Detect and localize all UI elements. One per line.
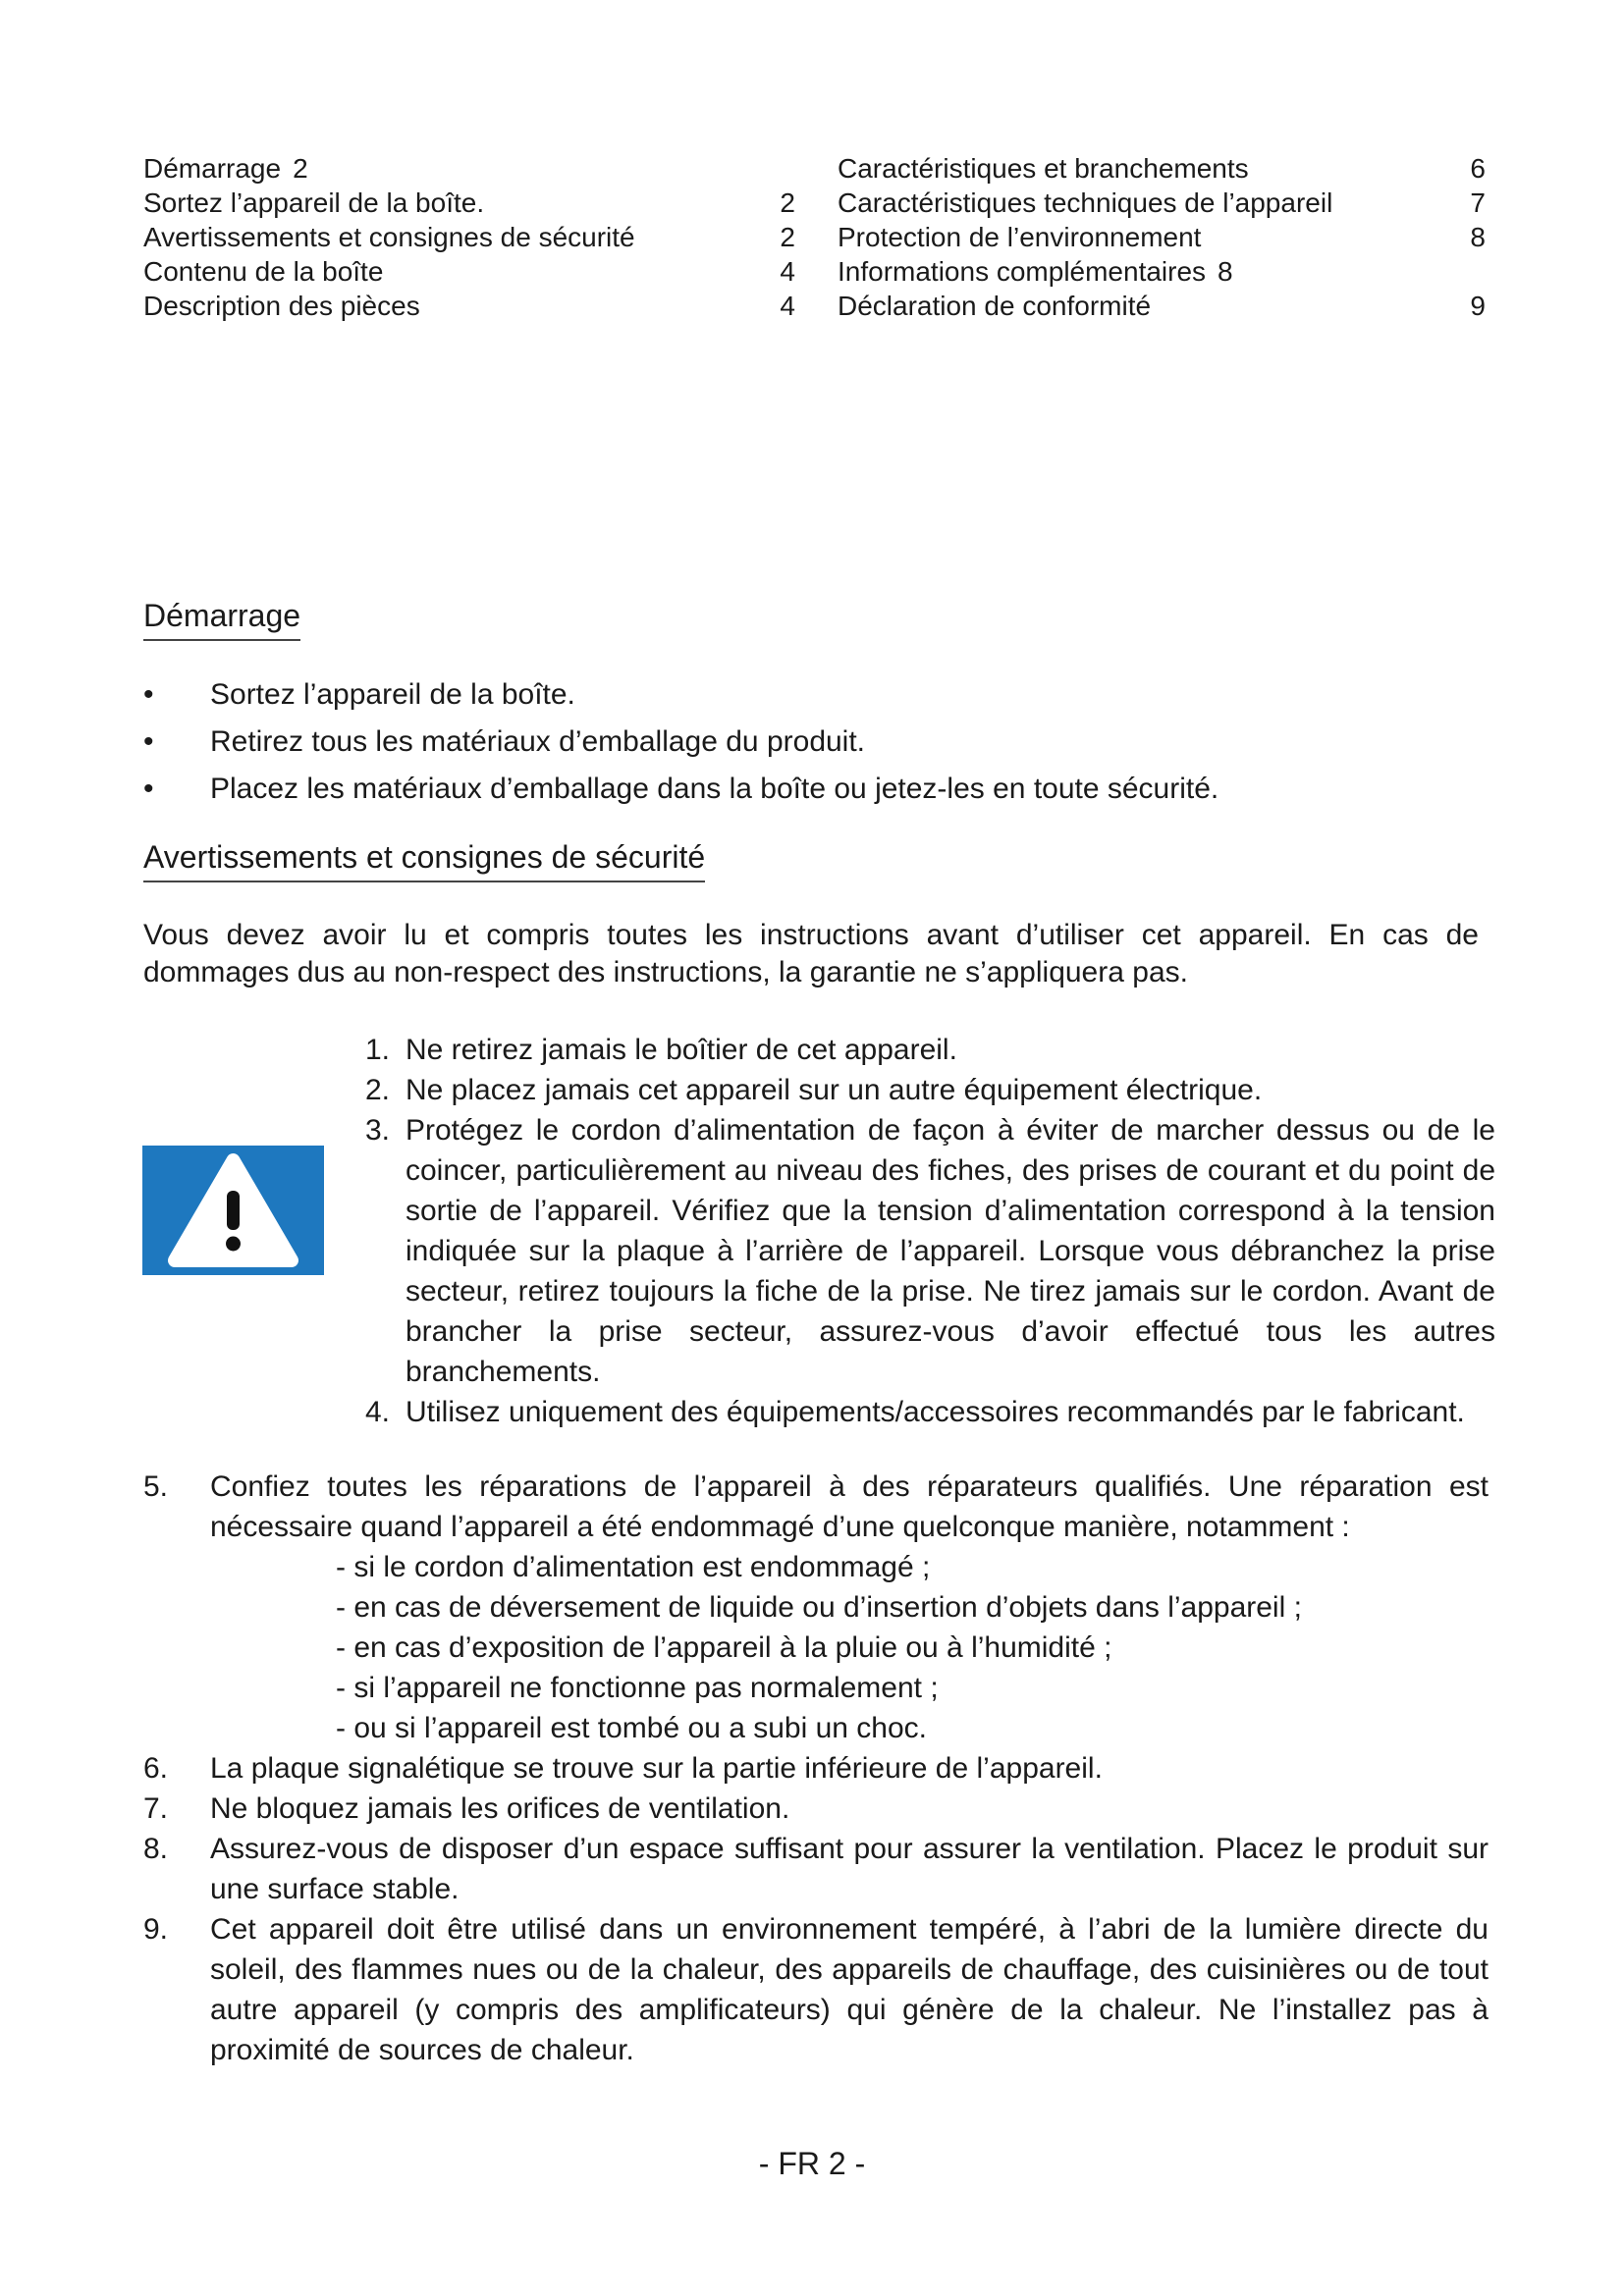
toc-entry[interactable]: Déclaration de conformité 9 — [838, 291, 1486, 321]
list-item: 5. Confiez toutes les réparations de l’appareil à des réparateurs qualifiés. Une réparation est nécessaire quand l’appareil a été endommagé d’une quelconque manière, notamment : - si le cordon d’alimentation est endommagé ; - en cas de déversement de liquide ou d’insertion d’objets dans l’appareil ; - en cas d’exposition de l’appareil à la pluie ou à l’humidité ; - si l’appareil ne fonctionne pas normalement ; - ou si l’appareil est tombé ou a subi un choc. — [143, 1467, 1489, 1748]
list-item: 3. Protégez le cordon d’alimentation de façon à éviter de marcher dessus ou de le coincer, particulièrement au niveau des fiches, des prises de courant et du point de sortie de l’appareil. Vérifiez que la tension d’alimentation correspond à la tension indiquée sur la plaque à l’arrière de l’appareil. Lorsque vous débranchez la prise secteur, retirez toujours la fiche de la prise. Ne tirez jamais sur le cordon. Avant de brancher la prise secteur, assurez-vous d’avoir effectué tous les autres branchements. — [365, 1114, 1495, 1388]
sub-list-item: - ou si l’appareil est tombé ou a subi un choc. — [336, 1712, 928, 1744]
toc-entry[interactable]: Sortez l’appareil de la boîte. 2 — [143, 187, 795, 218]
toc-entry[interactable]: Informations complémentaires 8 — [838, 256, 1233, 287]
list-item: 8. Assurez-vous de disposer d’un espace suffisant pour assurer la ventilation. Placez le produit sur une surface stable. — [143, 1833, 1489, 1905]
intro-paragraph: Vous devez avoir lu et compris toutes les instructions avant d’utiliser cet appareil. En cas de dommages dus au non-respect des instructions, la garantie ne s’appliquera pas. — [143, 919, 1479, 988]
sub-list-item: - en cas de déversement de liquide ou d’insertion d’objets dans l’appareil ; — [336, 1591, 1302, 1624]
list-item: • Retirez tous les matériaux d’emballage du produit. — [143, 719, 1498, 766]
list-item: 9. Cet appareil doit être utilisé dans un environnement tempéré, à l’abri de la lumière directe du soleil, des flammes nues ou de la chaleur, des appareils de chauffage, des cuisinières ou de tout autre appareil (y compris des amplificateurs) qui génère de la chaleur. Ne l’installez pas à proximité de sources de chaleur. — [143, 1913, 1489, 2066]
sub-list-item: - si le cordon d’alimentation est endommagé ; — [336, 1551, 931, 1583]
toc-entry[interactable]: Caractéristiques et branchements 6 — [838, 153, 1486, 184]
safety-list — [143, 1467, 1489, 2070]
toc-entry[interactable]: Démarrage 2 — [143, 153, 308, 184]
list-item: 7. Ne bloquez jamais les orifices de ventilation. — [143, 1792, 790, 1825]
toc-right-column — [838, 151, 1486, 323]
list-item: • Placez les matériaux d’emballage dans la boîte ou jetez-les en toute sécurité. — [143, 766, 1498, 813]
page-number: - FR 2 - — [758, 2146, 866, 2181]
sub-list-item: - en cas d’exposition de l’appareil à la pluie ou à l’humidité ; — [336, 1631, 1112, 1664]
sub-list — [210, 1547, 1489, 1748]
safety-list-indented — [365, 1030, 1495, 1432]
section-heading-demarrage: Démarrage — [143, 596, 300, 641]
section-heading-avertissements: Avertissements et consignes de sécurité — [143, 837, 705, 882]
sub-list-item: - si l’appareil ne fonctionne pas normalement ; — [336, 1672, 939, 1704]
list-item: 1. Ne retirez jamais le boîtier de cet appareil. — [365, 1034, 957, 1066]
toc-entry[interactable]: Protection de l’environnement 8 — [838, 222, 1486, 252]
list-item: 4. Utilisez uniquement des équipements/accessoires recommandés par le fabricant. — [365, 1396, 1465, 1428]
list-item: • Sortez l’appareil de la boîte. — [143, 671, 1498, 719]
toc-left-column — [143, 151, 795, 323]
list-item: 6. La plaque signalétique se trouve sur la partie inférieure de l’appareil. — [143, 1752, 1103, 1785]
toc-entry[interactable]: Avertissements et consignes de sécurité 2 — [143, 222, 795, 252]
toc-entry[interactable]: Description des pièces 4 — [143, 291, 795, 321]
list-item: 2. Ne placez jamais cet appareil sur un autre équipement électrique. — [365, 1074, 1263, 1106]
bullet-list — [143, 671, 1498, 813]
toc-entry[interactable]: Contenu de la boîte 4 — [143, 256, 795, 287]
warning-triangle-icon — [142, 1146, 324, 1275]
toc-entry[interactable]: Caractéristiques techniques de l’appareil 7 — [838, 187, 1486, 218]
